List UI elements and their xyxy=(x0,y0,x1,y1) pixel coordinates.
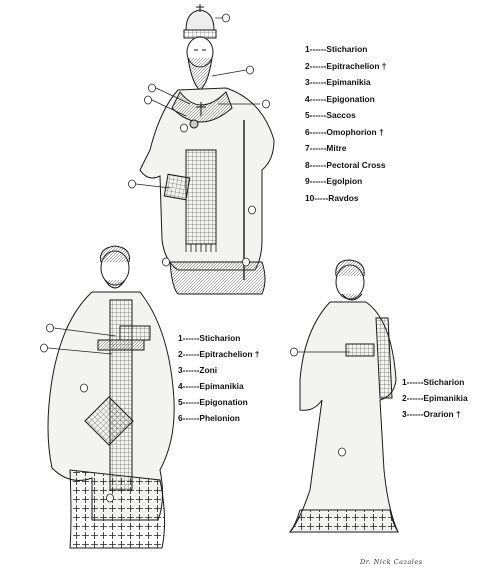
legend-item: 5------Saccos xyxy=(305,110,356,120)
legend-item: 6------Omophorion † xyxy=(305,126,384,137)
legend-item: 5------Epigonation xyxy=(178,397,248,407)
priest-figure xyxy=(48,246,174,548)
legend-item: 3------Zoni xyxy=(178,365,218,375)
legend-item: 10-----Ravdos xyxy=(305,192,359,203)
legend-item: 1------Sticharion xyxy=(178,333,241,343)
legend-item: 3------Epimanikia xyxy=(305,77,371,87)
mitre xyxy=(184,4,216,38)
legend-item: 4------Epimanikia xyxy=(178,381,244,391)
legend-item: 8------Pectoral Cross xyxy=(305,159,386,170)
legend-item: 9------Egolpion xyxy=(305,176,363,186)
epigonation xyxy=(164,174,189,199)
sticharion-hem-deacon xyxy=(290,510,398,532)
priest-head xyxy=(101,246,130,288)
legend-item: 4------Epigonation xyxy=(305,93,375,104)
legend-item: 2------Epitrachelion † xyxy=(178,349,260,359)
legend-item: 2------Epimanikia xyxy=(402,393,468,403)
legend-item: 6------Phelonion xyxy=(178,413,240,423)
bishop-figure xyxy=(140,4,274,294)
egolpion xyxy=(190,120,198,128)
bishop-head xyxy=(187,37,213,90)
epitrachelion xyxy=(186,150,216,244)
epimanikia-deacon xyxy=(346,344,374,356)
deacon-head xyxy=(336,260,364,300)
legend-item: 2------Epitrachelion † xyxy=(305,60,387,71)
epimanikia-priest xyxy=(120,326,150,340)
zoni xyxy=(98,340,144,350)
legend-item: 3------Orarion † xyxy=(402,409,461,419)
sticharion-hem xyxy=(170,262,265,294)
artist-signature: Dr. Nick Cazales xyxy=(360,558,423,566)
legend-item: 7------Mitre xyxy=(305,143,347,153)
legend-item: 1------Sticharion xyxy=(305,44,368,54)
deacon-figure xyxy=(290,260,398,532)
legend-item: 1------Sticharion xyxy=(402,377,465,387)
